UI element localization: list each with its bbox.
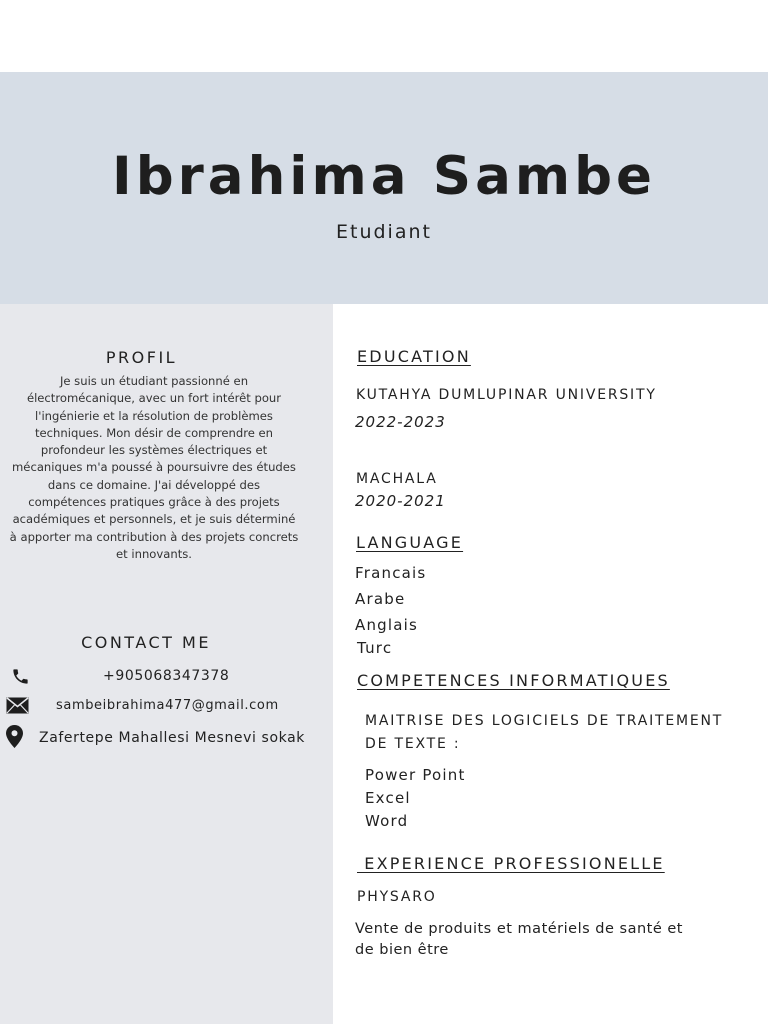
contact-phone[interactable]: +905068347378 [103, 668, 230, 684]
experience-description: Vente de produits et matériels de santé et de bien être [355, 921, 683, 958]
computer-skills-subtitle-line2: DE TEXTE : [365, 736, 461, 752]
computer-skills-title: COMPETENCES INFORMATIQUES [357, 671, 670, 690]
education-school-2: MACHALA [356, 471, 438, 487]
phone-icon [11, 667, 30, 686]
person-name: Ibrahima Sambe [112, 146, 656, 207]
profile-title: PROFIL [105, 348, 178, 367]
education-school-1: KUTAHYA DUMLUPINAR UNIVERSITY [356, 387, 657, 403]
contact-address: Zafertepe Mahallesi Mesnevi sokak [39, 730, 305, 746]
computer-skill-item: Word [365, 812, 409, 830]
language-item: Anglais [355, 616, 419, 634]
education-years-2: 2020-2021 [355, 492, 446, 510]
education-title: EDUCATION [357, 347, 471, 366]
education-years-1: 2022-2023 [355, 413, 446, 431]
computer-skills-subtitle-line1: MAITRISE DES LOGICIELS DE TRAITEMENT [365, 713, 724, 729]
person-role: Etudiant [336, 221, 432, 243]
computer-skill-item: Excel [365, 789, 411, 807]
language-item: Arabe [355, 590, 406, 608]
profile-text: Je suis un étudiant passionné en électromécanique, avec un fort intérêt pour l'ingénierie et la résolution de problèmes techniques. Mon désir de comprendre en profondeur les systèmes électriques et mécaniques m'a poussé à poursuivre des études dans ce domaine. J'ai développé des compétences pratiques grâce à des projets académiques et personnels, et je suis déterminé à apporter ma contribution à des projets concrets et innovants. [9, 374, 299, 561]
experience-company: PHYSARO [357, 889, 437, 905]
contact-title: CONTACT ME [81, 633, 211, 652]
language-title: LANGUAGE [356, 533, 464, 552]
mail-icon [6, 697, 29, 714]
computer-skill-item: Power Point [365, 766, 466, 784]
language-item: Turc [357, 639, 393, 657]
experience-title: EXPERIENCE PROFESSIONELLE [357, 854, 665, 873]
contact-email[interactable]: sambeibrahima477@gmail.com [56, 698, 279, 713]
language-item: Francais [355, 564, 427, 582]
location-pin-icon [6, 725, 23, 748]
